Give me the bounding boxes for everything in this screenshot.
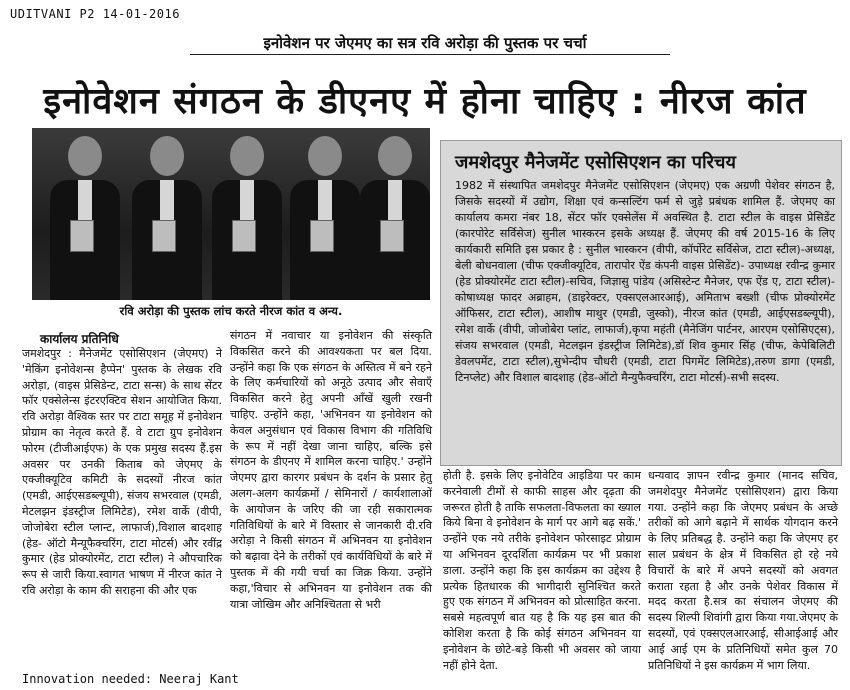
person-figure bbox=[212, 136, 282, 300]
person-figure bbox=[132, 136, 202, 300]
kicker-underline bbox=[190, 54, 670, 55]
article-column-2: संगठन में नवाचार या इनोवेशन की संस्कृति विकसित करने की आवश्यकता पर बल दिया. उन्होंने कहा कि एक संगठन के अस्तित्व में बने रहने के लिए कर्मचारियों को अनूठे उत्पाद और सेवाएँ विकसित करने हेतु अपनी आँखें खुली रखनी चाहिए. उन्होंने कहा, 'अभिनवन या इनोवेशन को केवल अनुसंधान एवं विकास विभाग की गतिविधि के रूप में नहीं देखा जाना चाहिए, बल्कि इसे संगठन के डीएनए में शामिल करना चाहिए.' उन्होंने जेएमए द्वारा कारगर प्रबंधन के दर्शन के प्रसार हेतु अलग-अलग कार्यक्रमों / सेमिनारों / कार्यशालाओं के आयोजन के जरिए की जा रही सकारात्मक गतिविधियों के बारे में विस्तार से जानकारी दी.रवि अरोड़ा ने किसी संगठन में अभिनवन या इनोवेशन को बढ़ावा देने के तरीकों एवं कार्यविधियों के बारे में पुस्तक में की गयी चर्चा का जिक्र किया. उन्होंने कहा,'विचार से अभिनवन या इनोवेशन तक की यात्रा जोखिम और अनिश्चितता से भरी bbox=[230, 329, 432, 611]
article-column-4: धन्यवाद ज्ञापन रवीन्द्र कुमार (मानद सचिव, जमशेदपुर मैनेजमेंट एसोसिएशन) द्वारा किया गया. उन्होंने कहा कि जेएमए प्रबंधन के अच्छे तरीकों को आगे बढ़ाने में सार्थक योगदान करने के लिए प्रतिबद्ध है. उन्होंने कहा कि जेएमए हर साल प्रबंधन के क्षेत्र में विकसित हो रहे नये विचारों के बारे में अपने सदस्यों को अवगत कराता रहता है और उनके पेशेवर विकास में मदद करता है.सत्र का संचालन जेएमए की सदस्य शिल्पी शिवांगी द्वारा किया गया.जेएमए के सदस्यों, एवं एक्सएलआरआई, सीआईआई और आई आई एम के प्रतिनिधियों समेत कुल 70 प्रतिनिधियों ने इस कार्यक्रम में भाग लिया. bbox=[648, 469, 838, 672]
footer-caption: Innovation needed: Neeraj Kant bbox=[22, 672, 239, 686]
kicker-headline: इनोवेशन पर जेएमए का सत्र रवि अरोड़ा की पुस्तक पर चर्चा bbox=[263, 34, 587, 52]
sidebar-body: 1982 में संस्थापित जमशेदपुर मैनेजमेंट एसोसिएशन (जेएमए) एक अग्रणी पेशेवर संगठन है, जिसके सदस्यों में उद्योग, शिक्षा एवं कन्सल्टिंग फर्म से जुड़े प्रबंधक शामिल हैं. जेएमए का कार्यालय कमरा नंबर 18, सेंटर फॉर एक्सेलेंस में अवस्थित है. टाटा स्टील के वाइस प्रेसिडेंट (कारपोरेट सर्विसेज) सुनील भास्करन इसके अध्यक्ष हैं. जेएमए की वर्ष 2015-16 के लिए कार्यकारी समिति इस प्रकार है : सुनील भास्करन (वीपी, कॉर्पोरेट सर्विसेज, टाटा स्टील)-अध्यक्ष, बेली बोधनवाला (चीफ एक्जीक्यूटिव, तारापोर ऐंड कंपनी वाइस प्रेसिडेंट)- उपाध्यक्ष रवीन्द्र कुमार (हेड प्रोक्योरमेंट टाटा स्टील)-सचिव, जिज्ञासु पांडेय (असिस्टेन्ट मैनेजर, एफ ऐंड ए, टाटा स्टील)-कोषाध्यक्ष फादर अब्राहम, (डाइरेक्टर, एक्सएलआरआई), अमिताभ बख्शी (चीफ प्रोक्योरमेंट ऑफिसर, टाटा स्टील), आशीष माथुर (एमडी, जुस्को), नीरज कांत (एमडी, आईएसडब्ल्यूपी), रमेश वार्के (वीपी, जोजोबेरा प्लांट, लाफार्ज),कृपा महंती (मैनेजिंग पार्टनर, आरएम एसोसिएट्स), संजय सभरवाल (एमडी, मेटलझन इंडस्ट्रीज लिमिटेड),डॉ शिव कुमार सिंह (चीफ, केपेबिलिटी डेवलपमेंट, टाटा स्टील),सुभेन्दीप चौधरी (एमडी, टाटा पिगमेंट लिमिटेड),तरुण डागा (एमडी, टिनप्लेट) और विशाल बादशाह (हेड-ऑटो मैन्युफैक्चरिंग, टाटा मोटर्स)-सभी सदस्य. bbox=[455, 179, 835, 384]
article-column-1: जमशेदपुर : मैनेजमेंट एसोसिएशन (जेएमए) ने 'मेकिंग इनोवेशन्स हैप्पेन' पुस्तक के लेखक रवि अरोड़ा, (वाइस प्रेसिडेन्ट, टाटा सन्स) के साथ सेंटर फॉर एक्सेलेन्स इंटरएक्टिव सेशन आयोजित किया. रवि अरोड़ा वैश्विक स्तर पर टाटा समूह में इनोवेशन प्रोग्राम का नेतृत्व करते हैं. वे टाटा ग्रुप इनोवेशन फोरम (टीजीआईएफ) के एक प्रमुख सदस्य हैं.इस अवसर पर उनकी किताब को जेएमए के एक्जीक्यूटिव कमिटी के सदस्यों नीरज कांत (एमडी, आईएसडब्ल्यूपी), संजय सभरवाल (एमडी, मेटलझन इंडस्ट्रीज लिमिटेड), रमेश वार्के (वीपी, जोजोबेरा स्टील प्लान्ट, लाफार्ज),विशाल बादशाह (हेड- ऑटो मैन्यूफैक्चरिंग, टाटा मोटर्स) और रवींद्र कुमार (हेड प्रोक्योरमेंट, टाटा स्टील) ने औपचारिक रूप से जारी किया.स्वागत भाषण में नीरज कांत ने रवि अरोड़ा के काम की सराहना की और एक bbox=[22, 347, 222, 597]
person-figure bbox=[290, 136, 360, 300]
person-figure bbox=[50, 136, 120, 300]
sidebar-title: जमशेदपुर मैनेजमेंट एसोसिएशन का परिचय bbox=[455, 152, 736, 173]
person-figure bbox=[360, 136, 430, 300]
byline: कार्यालय प्रतिनिधि bbox=[40, 332, 119, 346]
news-photo bbox=[32, 128, 430, 300]
photo-caption: रवि अरोड़ा की पुस्तक लांच करते नीरज कांत व अन्य. bbox=[32, 300, 430, 322]
main-headline: इनोवेशन संगठन के डीएनए में होना चाहिए : नीरज कांत bbox=[43, 81, 807, 122]
article-column-3: होती है. इसके लिए इनोवेटिव आइडिया पर काम करनेवाली टीमों से काफी साहस और दृढ़ता की जरूरत होती है ताकि सफलता-विफलता का ख्याल किये बिना वे इनोवेशन के मार्ग पर आगे बढ़ सकें.' उन्होंने एक नये तरीके इनोवेशन फोरसाइट प्रोग्राम या अभिनवन दूरदर्शिता कार्यक्रम पर भी प्रकाश डाला. उन्होंने कहा कि इस कार्यक्रम का उद्देश्य है प्रत्येक हितधारक की भागीदारी सुनिश्चित करते हुए एक संगठन में अभिनवन को प्रोत्साहित करना. सबसे महत्वपूर्ण बात यह है कि यह इस बात की कोशिश करता है कि कोई संगठन अभिनवन या इनोवेशन के छोटे-बड़े किसी भी अवसर को जाया नहीं होने देता. bbox=[443, 469, 641, 672]
source-dateline: UDITVANI P2 14-01-2016 bbox=[10, 7, 180, 21]
